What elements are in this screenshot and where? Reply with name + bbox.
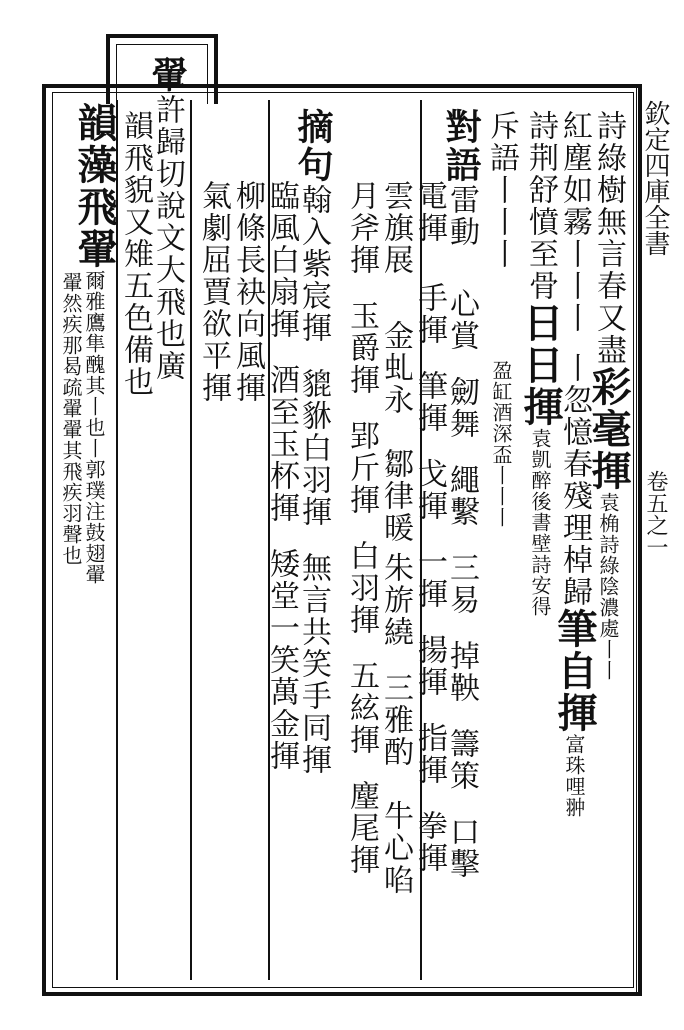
col13-text: 許歸切說文大飛也廣 [150,94,185,382]
col2-entry-heading: 筆自揮 [551,608,598,734]
col3-note: 袁凱醉後書壁詩安得 [528,428,552,617]
text-column-3 [518,110,562,617]
col6-item: 揚揮 [412,634,447,698]
col4-text: 斥語丨丨丨 [484,110,519,270]
col7-item: 雲旗展 [378,180,413,276]
col6-item: 一揮 [412,546,447,610]
text-column-16 [60,272,82,566]
col7-item: 三雅酌 [378,672,413,768]
col6-item: 筆揮 [412,370,447,434]
col4-note: 盈缸酒深盃丨丨丨 [489,360,513,528]
col5-item: 繩繫 [444,464,479,528]
col6-item: 戈揮 [412,458,447,522]
col5-item: 劒舞 [444,376,479,440]
text-column-12 [196,180,230,404]
section-heading-yun-zao-fei-hui: 韻藻飛翬 [71,102,118,270]
col2-text: 紅塵如霧丨丨丨 [557,110,592,334]
col6-item: 指揮 [412,722,447,786]
text-column-5 [440,108,482,880]
col6-item: 拳揮 [412,810,447,874]
col5-item: 口擊 [444,816,479,880]
col7-item: 牛心啗 [378,800,413,896]
col1-note: 袁桷詩綠陰濃處丨丨 [596,492,620,681]
text-column-9 [292,108,334,776]
col9-item: 翰入紫宸揮 [296,184,331,344]
text-column-4 [484,110,518,528]
col1-text: 詩綠樹無言春又盡 [591,110,626,366]
margin-title: 欽定四庫全書 [640,100,670,256]
col8-item: 麈尾揮 [344,780,379,876]
col7-item: 鄒律暖 [378,448,413,544]
text-column-6 [412,180,446,874]
section-heading-dui-yu: 對語 [440,108,482,184]
text-column-7 [378,180,412,896]
col8-item: 玉爵揮 [344,300,379,396]
col10-item: 酒至玉杯揮 [264,364,299,524]
col3-entry-heading: 日日揮 [517,302,564,428]
col16-note: 翬然疾那曷疏翬翬其飛疾羽聲也 [59,272,83,566]
entry-heading-hui: 翬 [146,56,188,94]
col8-item: 五絃揮 [344,660,379,756]
col9-item: 貔貅白羽揮 [296,368,331,528]
col6-item: 手揮 [412,282,447,346]
col5-item: 心賞 [444,288,479,352]
col7-item: 金虬永 [378,320,413,416]
col1-entry-heading: 彩毫揮 [585,366,632,492]
col11-item: 柳條長袂向風揮 [230,180,265,404]
col2-text-b: 丨忽憶春殘理棹歸 [557,352,592,608]
col5-item: 三易 [444,552,479,616]
col5-item: 籌策 [444,728,479,792]
col7-item: 朱旂繞 [378,552,413,648]
col5-item: 掉鞅 [444,640,479,704]
col15-note: 爾雅鷹隼醜其丨也丨郭璞注鼓翅翬 [82,270,106,585]
col6-item: 電揮 [412,180,447,244]
column-divider [190,100,192,980]
col8-item: 月斧揮 [344,180,379,276]
text-column-8 [344,180,378,876]
text-column-13 [146,56,188,382]
col12-item: 氣劇屈賈欲平揮 [196,180,231,404]
col8-item: 郢斤揮 [344,420,379,516]
col10-item: 臨風白扇揮 [264,180,299,340]
col5-item: 雷動 [444,184,479,248]
col14-text: 韻飛貌又雉五色備也 [118,110,153,398]
text-column-14 [118,110,152,398]
text-column-10 [264,180,298,772]
section-heading-zhai-ju: 摘句 [292,108,334,184]
col2-note: 富珠哩翀 [562,734,586,818]
col10-item: 矮堂一笑萬金揮 [264,548,299,772]
margin-volume: 卷五之一 [643,470,668,558]
col9-item: 無言共笑手同揮 [296,552,331,776]
col3-text: 詩荆舒憤至骨 [523,110,558,302]
text-column-11 [230,180,264,404]
col8-item: 白羽揮 [344,540,379,636]
